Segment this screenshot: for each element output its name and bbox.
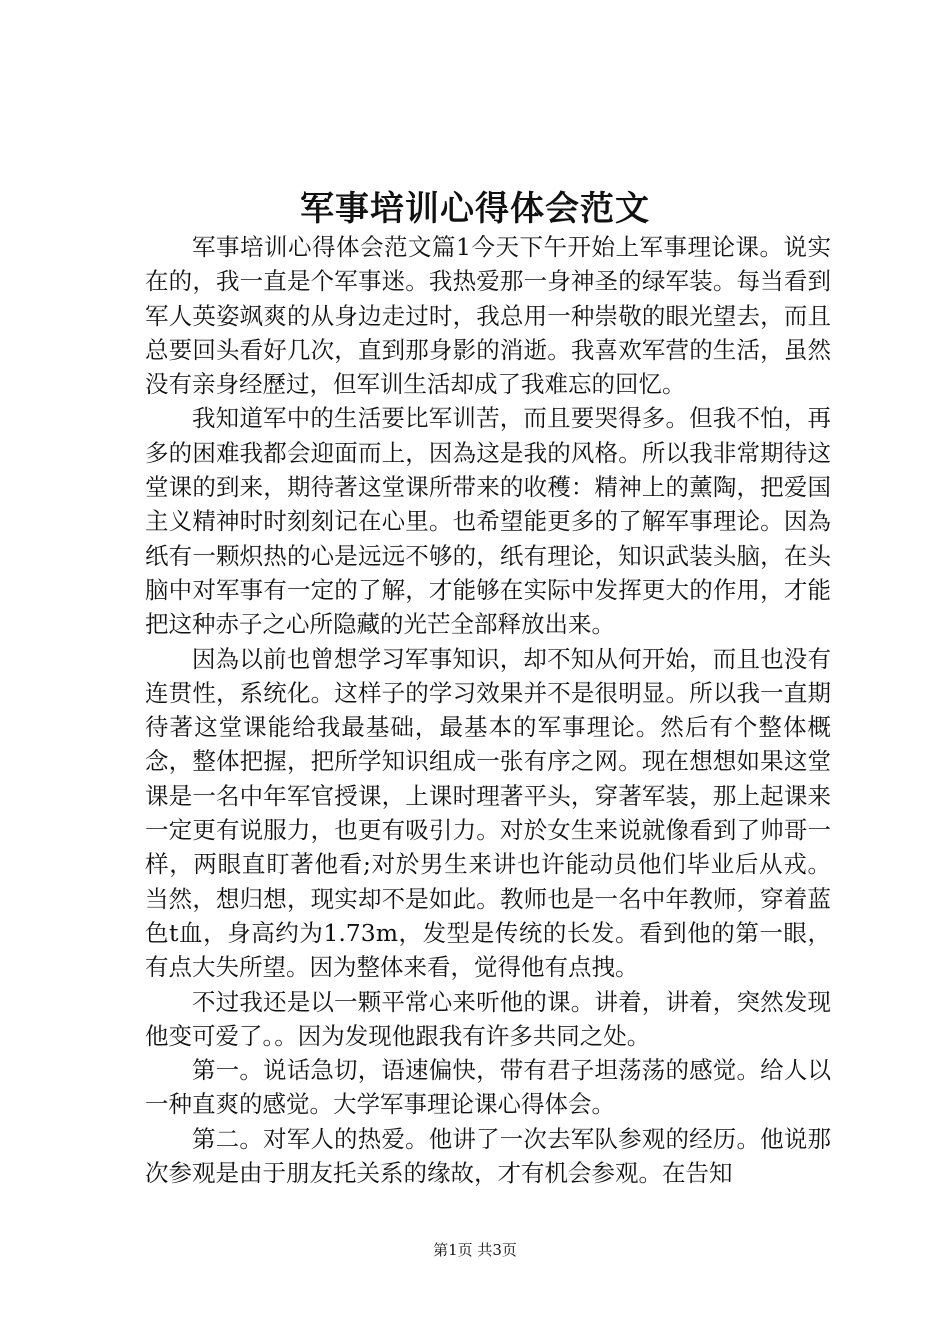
paragraph: 第二。对军人的热爱。他讲了一次去军队参观的经历。他说那次参观是由于朋友托关系的缘故，才有机会参观。在告知 <box>145 1124 831 1188</box>
paragraph: 不过我还是以一颗平常心来听他的课。讲着，讲着，突然发现他变可爱了。。因为发现他跟我有许多共同之处。 <box>145 987 831 1050</box>
paragraph: 我知道军中的生活要比军训苦，而且要哭得多。但我不怕，再多的困难我都会迎面而上，因為这是我的风格。所以我非常期待这堂课的到来，期待著这堂课所带来的收穫：精神上的薰陶，把爱国主义精神时时刻刻记在心里。也希望能更多的了解军事理论。因為纸有一颗炽热的心是远远不够的，纸有理论，知识武装头脑，在头脑中对军事有一定的了解，才能够在实际中发挥更大的作用，才能把这种赤子之心所隐藏的光芒全部释放出来。 <box>145 404 831 639</box>
paragraph: 军事培训心得体会范文篇1今天下午开始上军事理论课。说实在的，我一直是个军事迷。我热爱那一身神圣的绿军装。每当看到军人英姿飒爽的从身边走过时，我总用一种崇敬的眼光望去，而且总要回头看好几次，直到那身影的消逝。我喜欢军营的生活，虽然没有亲身经歷过，但军训生活却成了我难忘的回忆。 <box>145 233 831 399</box>
paragraph: 因為以前也曾想学习军事知识，却不知从何开始，而且也没有连贯性，系统化。这样子的学习效果并不是很明显。所以我一直期待著这堂课能给我最基础，最基本的军事理论。然后有个整体概念，整体把握，把所学知识组成一张有序之网。现在想想如果这堂课是一名中年军官授课，上课时理著平头，穿著军装，那上起课来一定更有说服力，也更有吸引力。对於女生来说就像看到了帅哥一样，两眼直盯著他看;对於男生来讲也许能动员他们毕业后从戎。当然，想归想，现实却不是如此。教师也是一名中年教师，穿着蓝色t血，身高约为1.73m，发型是传统的长发。看到他的第一眼，有点大失所望。因为整体来看，觉得他有点拽。 <box>145 644 831 982</box>
page-number-footer: 第1页 共3页 <box>433 1241 517 1259</box>
document-body <box>145 230 831 1190</box>
document-title: 军事培训心得体会范文 <box>300 189 650 229</box>
paragraph: 第一。说话急切，语速偏快，带有君子坦荡荡的感觉。给人以一种直爽的感觉。大学军事理论课心得体会。 <box>145 1056 831 1119</box>
